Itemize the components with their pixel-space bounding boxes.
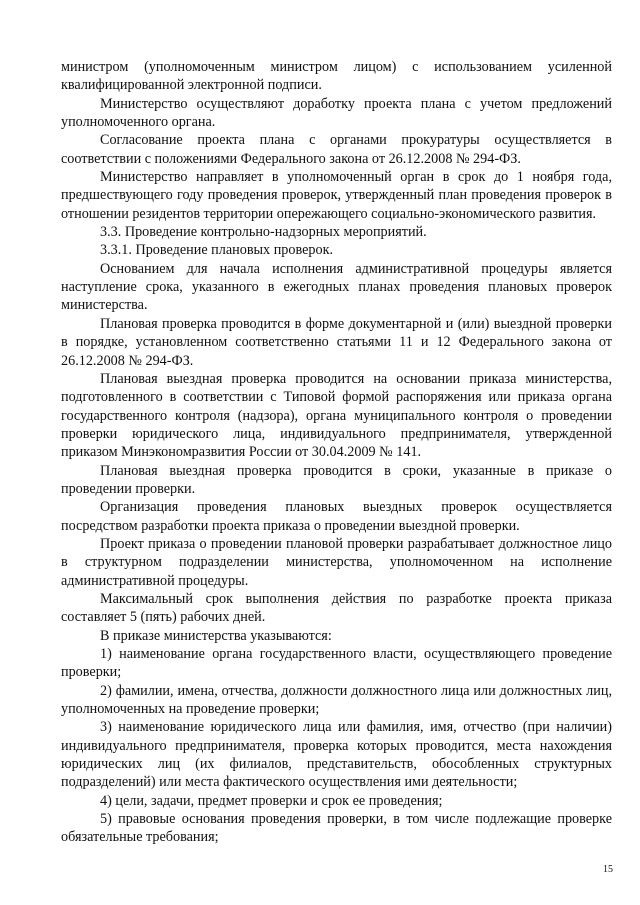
paragraph: Министерство осуществляют доработку проекта плана с учетом предложений уполномоченного органа. — [61, 95, 612, 131]
paragraph-continuation: министром (уполномоченным министром лицом) с использованием усиленной квалифицированной электронной подписи. — [61, 59, 612, 94]
paragraph: Плановая проверка проводится в форме документарной и (или) выездной проверки в порядке, установленном соответственно статьями 11 и 12 Федерального закона от 26.12.2008 № 294-ФЗ. — [61, 315, 612, 369]
paragraph: Организация проведения плановых выездных проверок осуществляется посредством разработки проекта приказа о проведении выездной проверки. — [61, 499, 612, 534]
paragraph: Согласование проекта плана с органами прокуратуры осуществляется в соответствии с положениями Федерального закона от 26.12.2008 № 294-ФЗ. — [61, 132, 612, 167]
paragraph: Министерство направляет в уполномоченный орган в срок до 1 ноября года, предшествующего году проведения проверок, утвержденный план проведения проверок в отношении резидентов территории опережающего социально-экономического развития. — [61, 169, 612, 222]
paragraph: Основанием для начала исполнения административной процедуры является наступление срока, указанного в ежегодных планах проведения плановых проверок министерства. — [61, 260, 612, 314]
list-item: 4) цели, задачи, предмет проверки и срок ее проведения; — [100, 792, 443, 809]
section-heading: 3.3. Проведение контрольно-надзорных мероприятий. — [100, 224, 427, 241]
page-number: 15 — [603, 864, 613, 875]
paragraph: В приказе министерства указываются: — [100, 627, 332, 644]
subsection-heading: 3.3.1. Проведение плановых проверок. — [100, 242, 334, 259]
list-item: 2) фамилии, имена, отчества, должности должностного лица или должностных лиц, уполномоченных на проведение проверки; — [61, 682, 612, 718]
list-item: 5) правовые основания проведения проверки, в том числе подлежащие проверке обязательные требования; — [61, 811, 612, 846]
list-item: 1) наименование органа государственного власти, осуществляющего проведение проверки; — [61, 646, 612, 681]
document-body — [61, 58, 612, 847]
paragraph: Проект приказа о проведении плановой проверки разрабатывает должностное лицо в структурном подразделении министерства, уполномоченном на исполнение административной процедуры. — [61, 535, 612, 589]
paragraph: Плановая выездная проверка проводится в сроки, указанные в приказе о проведении проверки. — [61, 462, 612, 497]
paragraph: Плановая выездная проверка проводится на основании приказа министерства, подготовленного в соответствии с Типовой формой распоряжения или приказа органа государственного контроля (надзора), органа муниципального контроля о проведении проверки юридического лица, индивидуального предпринимателя, утвержденной приказом Минэкономразвития России от 30.04.2009 № 141. — [61, 370, 612, 461]
paragraph: Максимальный срок выполнения действия по разработке проекта приказа составляет 5 (пять) рабочих дней. — [61, 590, 612, 626]
list-item: 3) наименование юридического лица или фамилия, имя, отчество (при наличии) индивидуального предпринимателя, проверка которых проводится, места нахождения юридических лиц (их филиалов, представительств, обособленных структурных подразделений) или места фактического осуществления ими деятельности; — [61, 719, 612, 791]
